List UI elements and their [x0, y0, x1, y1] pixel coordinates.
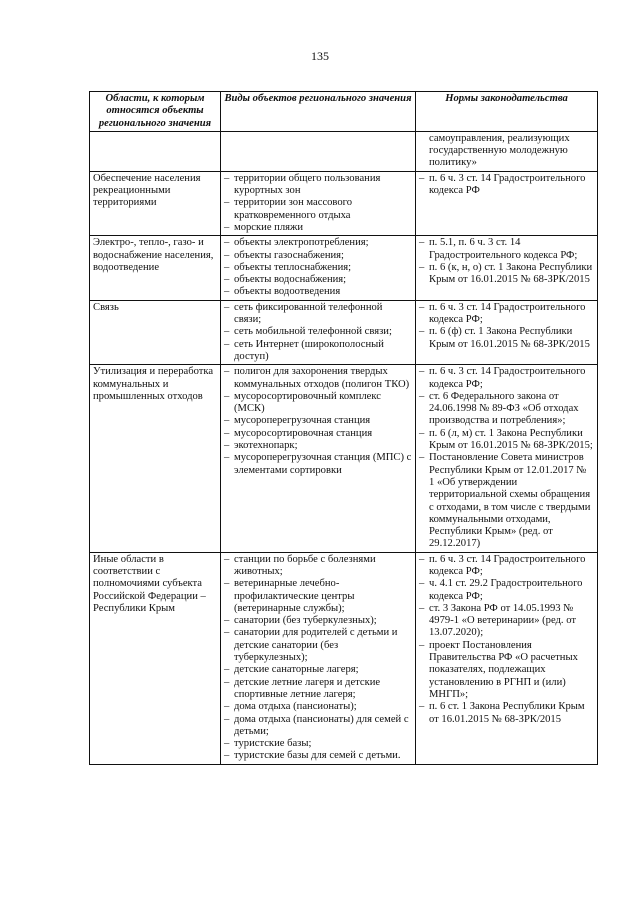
norm-item: – п. 6 ч. 3 ст. 14 Градостроительного кодекса РФ; — [419, 554, 594, 579]
object-item: – объекты газоснабжения; — [224, 250, 412, 262]
header-objects: Виды объектов регионального значения — [221, 92, 416, 132]
table-row-continuation — [90, 131, 598, 171]
header-norms: Нормы законодательства — [416, 92, 598, 132]
object-item: – объекты электропотребления; — [224, 237, 412, 249]
continuation-area — [90, 131, 221, 171]
objects-cell — [221, 300, 416, 364]
table-row — [90, 236, 598, 300]
object-item: – детские санаторные лагеря; — [224, 664, 412, 676]
object-item: – объекты водоснабжения; — [224, 274, 412, 286]
norm-item: – ч. 4.1 ст. 29.2 Градостроительного кодекса РФ; — [419, 578, 594, 603]
norm-item: – проект Постановления Правительства РФ «О расчетных показателях, подлежащих установлению в РГНП и (или) МНГП»; — [419, 640, 594, 701]
object-item: – станции по борьбе с болезнями животных; — [224, 554, 412, 579]
area-cell: Утилизация и переработка коммунальных и промышленных отходов — [90, 365, 221, 552]
object-item: – санатории для родителей с детьми и детские санатории (без туберкулезных); — [224, 627, 412, 664]
norm-item: – п. 6 (л, м) ст. 1 Закона Республики Крым от 16.01.2015 № 68-ЗРК/2015; — [419, 428, 594, 453]
object-item: – мусоросортировочный комплекс (МСК) — [224, 391, 412, 416]
norms-cell — [416, 365, 598, 552]
object-item: – туристские базы для семей с детьми. — [224, 750, 412, 762]
norms-cell — [416, 552, 598, 764]
table-row — [90, 552, 598, 764]
objects-cell — [221, 552, 416, 764]
object-item: – территории зон массового кратковременного отдыха — [224, 197, 412, 222]
object-item: – сеть мобильной телефонной связи; — [224, 326, 412, 338]
object-item: – сеть Интернет (широкополосный доступ) — [224, 339, 412, 364]
norm-item: – Постановление Совета министров Республики Крым от 12.01.2017 № 1 «Об утверждении территориальной схемы обращения с отходами, в том числе с твердыми коммунальными отходами, Республики Крым» (ред. от 29.12.2017) — [419, 452, 594, 550]
norm-item: – п. 6 ч. 3 ст. 14 Градостроительного кодекса РФ; — [419, 366, 594, 391]
norm-item: – п. 6 ч. 3 ст. 14 Градостроительного кодекса РФ — [419, 173, 594, 198]
object-item: – полигон для захоронения твердых коммунальных отходов (полигон ТКО) — [224, 366, 412, 391]
object-item: – территории общего пользования курортных зон — [224, 173, 412, 198]
table-row — [90, 300, 598, 364]
continuation-objects — [221, 131, 416, 171]
object-item: – дома отдыха (пансионаты); — [224, 701, 412, 713]
area-cell: Связь — [90, 300, 221, 364]
norms-cell — [416, 236, 598, 300]
object-item: – мусороперегрузочная станция (МПС) с элементами сортировки — [224, 452, 412, 477]
norm-item: – п. 6 (ф) ст. 1 Закона Республики Крым от 16.01.2015 № 68-ЗРК/2015 — [419, 326, 594, 351]
objects-cell — [221, 171, 416, 235]
object-item: – объекты теплоснабжения; — [224, 262, 412, 274]
norm-item: – п. 6 ч. 3 ст. 14 Градостроительного кодекса РФ; — [419, 302, 594, 327]
area-cell: Обеспечение населения рекреационными территориями — [90, 171, 221, 235]
norm-tail: самоуправления, реализующих государственную молодежную политику» — [429, 132, 570, 169]
object-item: – мусороперегрузочная станция — [224, 415, 412, 427]
table-header-row — [90, 92, 598, 132]
norms-cell — [416, 300, 598, 364]
object-item: – мусоросортировочная станция — [224, 428, 412, 440]
objects-cell — [221, 365, 416, 552]
legislation-table — [89, 91, 598, 765]
norm-item: – п. 6 ст. 1 Закона Республики Крым от 16.01.2015 № 68-ЗРК/2015 — [419, 701, 594, 726]
object-item: – сеть фиксированной телефонной связи; — [224, 302, 412, 327]
object-item: – дома отдыха (пансионаты) для семей с детьми; — [224, 714, 412, 739]
object-item: – морские пляжи — [224, 222, 412, 234]
page-number: 135 — [311, 49, 329, 63]
object-item: – объекты водоотведения — [224, 286, 412, 298]
header-areas: Области, к которым относятся объекты регионального значения — [90, 92, 221, 132]
continuation-norm — [416, 131, 598, 171]
table-row — [90, 365, 598, 552]
object-item: – ветеринарные лечебно-профилактические центры (ветеринарные службы); — [224, 578, 412, 615]
norm-item: – ст. 3 Закона РФ от 14.05.1993 № 4979-1 «О ветеринарии» (ред. от 13.07.2020); — [419, 603, 594, 640]
area-cell: Иные области в соответствии с полномочиями субъекта Российской Федерации – Республики Крым — [90, 552, 221, 764]
table-row — [90, 171, 598, 235]
object-item: – санатории (без туберкулезных); — [224, 615, 412, 627]
object-item: – детские летние лагеря и детские спортивные летние лагеря; — [224, 677, 412, 702]
norms-cell — [416, 171, 598, 235]
object-item: – экотехнопарк; — [224, 440, 412, 452]
norm-item: – п. 5.1, п. 6 ч. 3 ст. 14 Градостроительного кодекса РФ; — [419, 237, 594, 262]
norm-item: – п. 6 (к, н, о) ст. 1 Закона Республики Крым от 16.01.2015 № 68-ЗРК/2015 — [419, 262, 594, 287]
norm-item: – ст. 6 Федерального закона от 24.06.1998 № 89-ФЗ «Об отходах производства и потребления»; — [419, 391, 594, 428]
object-item: – туристские базы; — [224, 738, 412, 750]
area-cell: Электро-, тепло-, газо- и водоснабжение населения, водоотведение — [90, 236, 221, 300]
objects-cell — [221, 236, 416, 300]
